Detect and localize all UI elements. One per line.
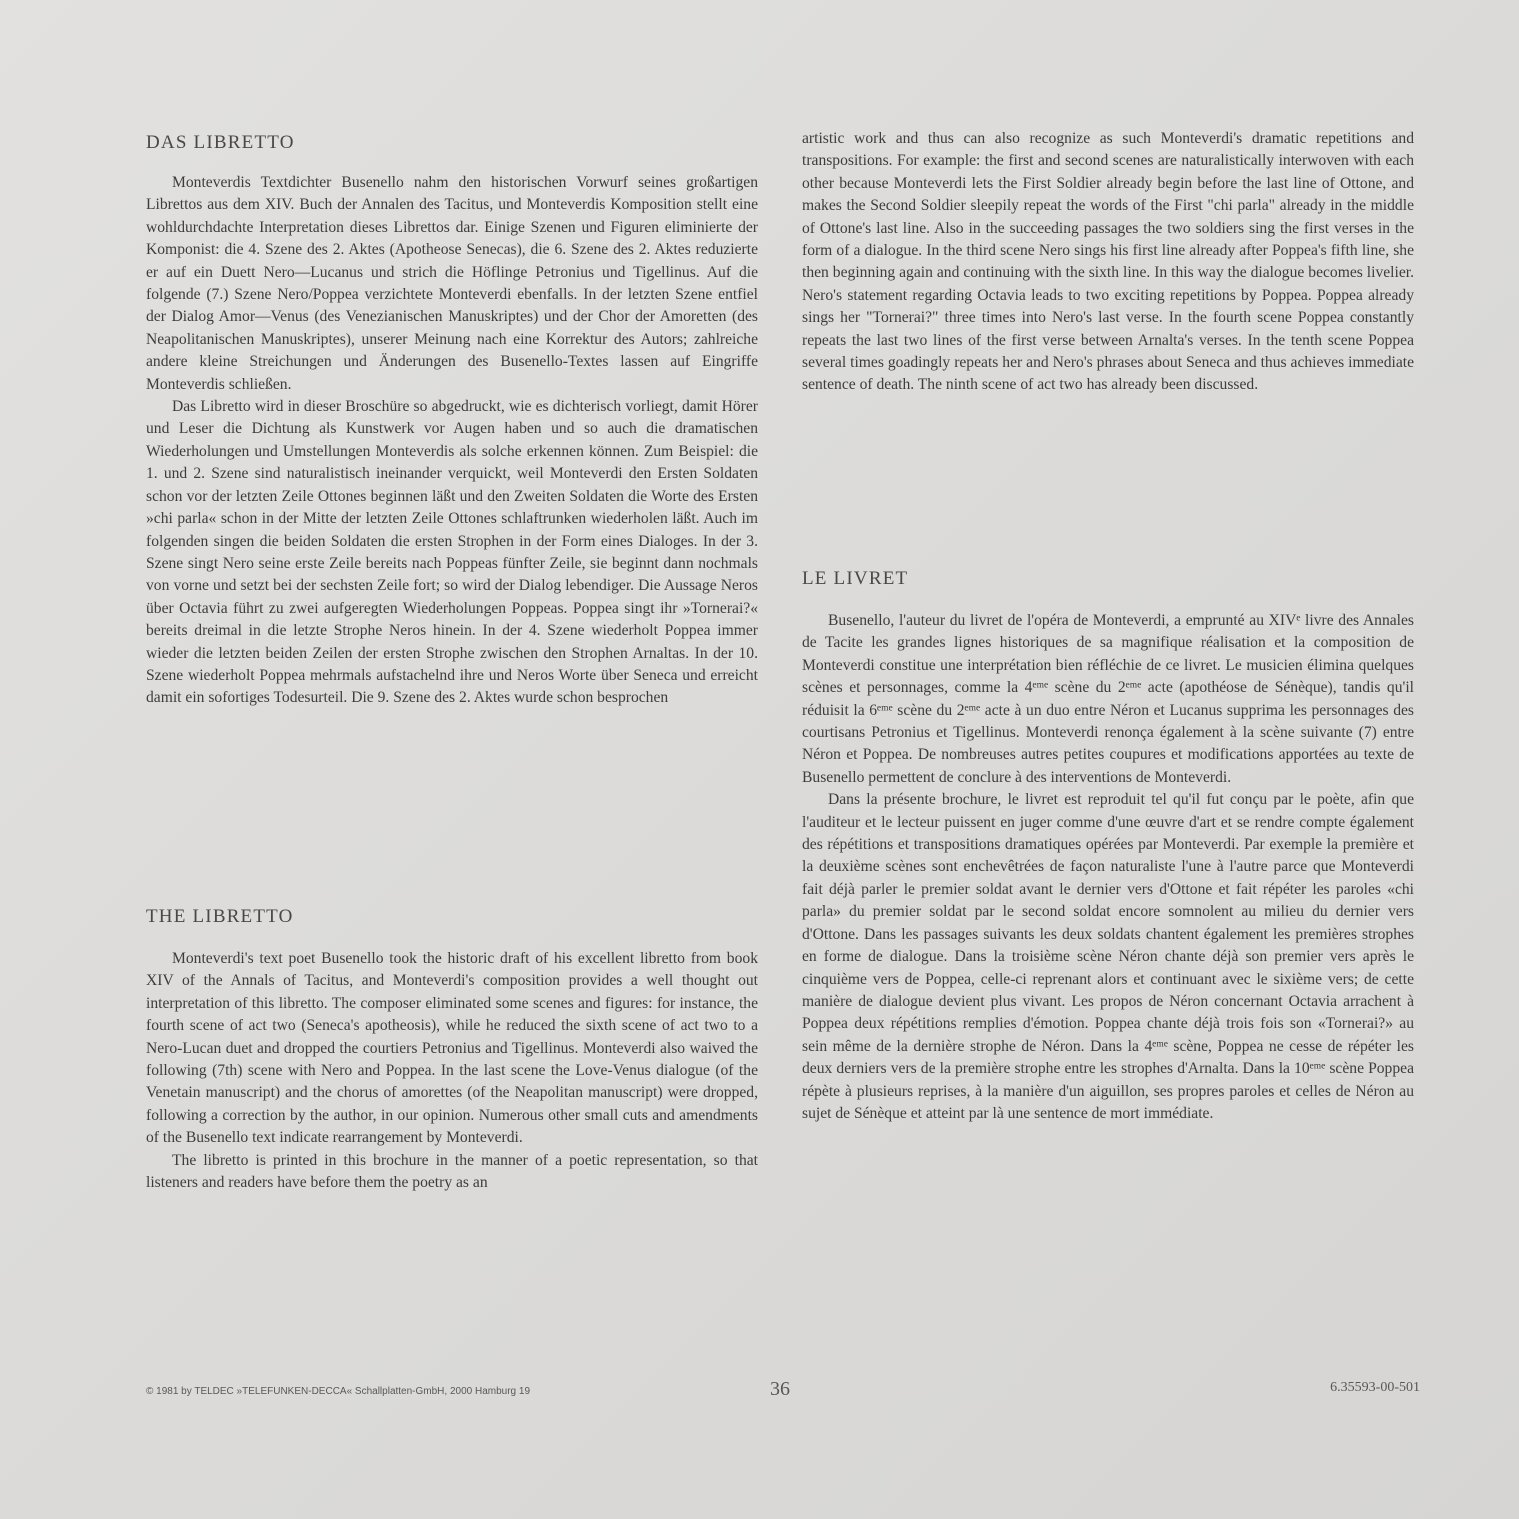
page-number: 36	[770, 1378, 790, 1400]
english-continuation-paragraph: artistic work and thus can also recognize as such Monteverdi's dramatic repetitions and transpositions. For example: the first and second scenes are naturalistically interwoven with each other because Monteverdi lets the First Soldier already begin before the last line of Ottone, and makes the Second Soldier sleepily repeat the words of the First "chi parla" already in the middle of Ottone's last line. Also in the succeeding passages the two soldiers sing the first verses in the form of a dialogue. In the third scene Nero sings his first line already after Poppea's fifth line, she then beginning again and continuing with the sixth line. In this way the dialogue becomes livelier. Nero's statement regarding Octavia leads to two exciting repetitions by Poppea. Poppea already sings her "Tornerai?" three times into Nero's last verse. In the fourth scene Poppea constantly repeats the last two lines of the first verse between Arnalta's verses. In the tenth scene Poppea several times goadingly repeats her and Nero's phrases about Seneca and thus achieves immediate sentence of death. The ninth scene of act two has already been discussed.	[802, 130, 1414, 394]
french-section	[802, 568, 1414, 1125]
english-heading: THE LIBRETTO	[146, 906, 294, 927]
german-section	[146, 132, 758, 710]
english-continuation-section	[802, 128, 1414, 397]
copyright-notice: © 1981 by TELDEC »TELEFUNKEN-DECCA« Schallplatten-GmbH, 2000 Hamburg 19	[146, 1386, 531, 1397]
german-paragraph-2: Das Libretto wird in dieser Broschüre so abgedruckt, wie es dichterisch vorliegt, damit Hörer und Leser die Dichtung als Kunstwerk vor Augen haben und so auch die dramatischen Wiederholungen und Umstellungen Monteverdis als solche erkennen können. Zum Beispiel: die 1. und 2. Szene sind naturalistisch ineinander verquickt, weil Monteverdi den Ersten Soldaten schon vor der letzten Zeile Ottones beginnen läßt und den Zweiten Soldaten die Worte des Ersten »chi parla« schon in der Mitte der letzten Zeile Ottones schlaftrunken wiederholen läßt. Auch im folgenden singen die beiden Soldaten die ersten Strophen in der Form eines Dialoges. In der 3. Szene singt Nero seine erste Zeile bereits nach Poppeas fünfter Zeile, sie beginnt dann nochmals von vorne und setzt bei der sechsten Zeile fort; so wird der Dialog lebendiger. Die Aussage Neros über Octavia führt zu zwei aufgeregten Wiederholungen Poppeas. Poppea singt ihr »Tornerai?« bereits dreimal in die letzte Strophe Neros hinein. In der 4. Szene wiederholt Poppea immer wieder die letzten beiden Zeilen der ersten Strophe zwischen den Strophen Arnaltas. In der 10. Szene wiederholt Poppea mehrmals aufstachelnd ihre und Neros Worte über Seneca und erreicht damit ein sofortiges Todesurteil. Die 9. Szene des 2. Aktes wurde schon besprochen	[146, 398, 758, 707]
english-section	[146, 906, 758, 1194]
english-paragraph-1: Monteverdi's text poet Busenello took the historic draft of his excellent libretto from book XIV of the Annals of Tacitus, and Monteverdi's composition provides a well thought out interpretation of this libretto. The composer eliminated some scenes and figures: for instance, the fourth scene of act two (Seneca's apotheosis), while he reduced the sixth scene of act two to a Nero-Lucan duet and dropped the courtiers Petronius and Tigellinus. Monteverdi also waived the following (7th) scene with Nero and Poppea. In the last scene the Love-Venus dialogue (of the Venetain manuscript) and the chorus of amorettes (of the Neapolitan manuscript) were dropped, following a correction by the author, in our opinion. Numerous other small cuts and amendments of the Busenello text indicate rearrangement by Monteverdi.	[146, 950, 758, 1147]
german-paragraph-1: Monteverdis Textdichter Busenello nahm den historischen Vorwurf seines großartigen Librettos aus dem XIV. Buch der Annalen des Tacitus, und Monteverdis Komposition stellt eine wohldurchdachte Interpretation dieses Librettos dar. Einige Szenen und Figuren eliminierte der Komponist: die 4. Szene des 2. Aktes (Apotheose Senecas), die 6. Szene des 2. Aktes reduzierte er auf ein Duett Nero—Lucanus und strich die Höflinge Petronius und Tigellinus. Auf die folgende (7.) Szene Nero/Poppea verzichtete Monteverdi ebenfalls. In der letzten Szene entfiel der Dialog Amor—Venus (des Venezianischen Manuskriptes) und der Chor der Amoretten (des Neapolitanischen Manuskriptes), unserer Meinung nach eine Korrektur des Autors; zahlreiche andere kleine Streichungen und Änderungen des Busenello-Textes lassen auf Eingriffe Monteverdis schließen.	[146, 174, 758, 393]
french-heading: LE LIVRET	[802, 568, 909, 589]
french-paragraph-1: Busenello, l'auteur du livret de l'opéra de Monteverdi, a emprunté au XIVᵉ livre des Annales de Tacite les grandes lignes historiques de sa magnifique réalisation et la composition de Monteverdi constitue une interprétation bien réfléchie de ce livret. Le musicien élimina quelques scènes et personnages, comme la 4ᵉᵐᵉ scène du 2ᵉᵐᵉ acte (apothéose de Sénèque), tandis qu'il réduisit la 6ᵉᵐᵉ scène du 2ᵉᵐᵉ acte à un duo entre Néron et Lucanus supprima les personnages des courtisans Petronius et Tigellinus. Monteverdi renonça également à la scène suivante (7) entre Néron et Poppea. De nombreuses autres petites coupures et modifications apportées au texte de Busenello permettent de conclure à des interventions de Monteverdi.	[802, 612, 1414, 786]
english-paragraph-2: The libretto is printed in this brochure in the manner of a poetic representation, so that listeners and readers have before them the poetry as an	[146, 1151, 758, 1192]
catalog-number: 6.35593-00-501	[1330, 1380, 1420, 1395]
french-paragraph-2: Dans la présente brochure, le livret est reproduit tel qu'il fut conçu par le poète, afin que l'auditeur et le lecteur puissent en juger comme d'une œuvre d'art et se rendre compte également des répétitions et transpositions dramatiques opérées par Monteverdi. Par exemple la première et la deuxième scènes sont enchevêtrées de façon naturaliste l'une à l'autre parce que Monteverdi fait déjà parler le premier soldat avant le dernier vers d'Ottone et fait répéter les paroles «chi parla» du premier soldat par le second soldat encore somnolent au milieu du dernier vers d'Ottone. Dans les passages suivants les deux soldats chantent également les premières strophes en forme de dialogue. Dans la troisième scène Néron chante déjà son premier vers après le cinquième vers de Poppea, celle-ci reprenant alors et continuant avec le sixième vers; de cette manière de dialogue devient plus vivant. Les propos de Néron concernant Octavia arrachent à Poppea deux répétitions remplies d'émotion. Poppea chante déjà trois fois son «Tornerai?» au sein même de la dernière strophe de Néron. Dans la 4ᵉᵐᵉ scène, Poppea ne cesse de répéter les deux derniers vers de la première strophe entre les strophes d'Arnalta. Dans la 10ᵉᵐᵉ scène Poppea répète à plusieurs reprises, à la manière d'un aiguillon, ses propres paroles et celles de Néron au sujet de Sénèque et atteint par là une sentence de mort immédiate.	[802, 791, 1414, 1122]
german-heading: DAS LIBRETTO	[146, 132, 295, 153]
